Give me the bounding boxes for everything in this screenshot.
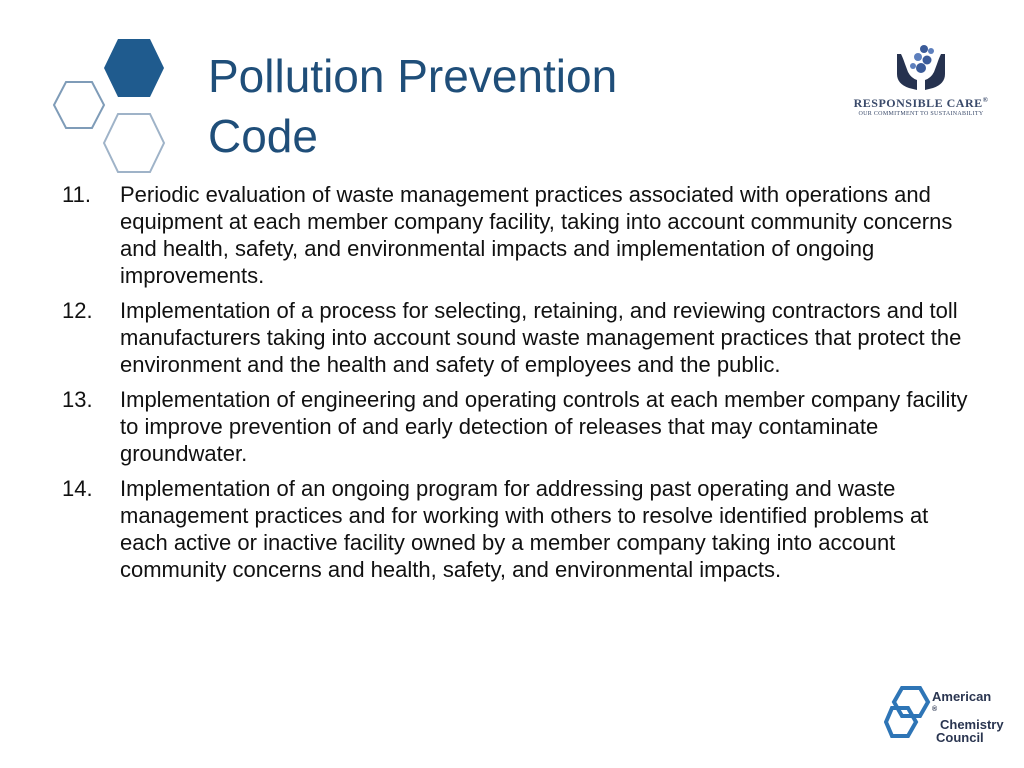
code-items-list [48, 181, 968, 591]
item-text: Implementation of engineering and operating controls at each member company facility to improve prevention of and early detection of releases that may contaminate groundwater. [120, 387, 968, 466]
list-item [48, 475, 968, 583]
item-text: Implementation of a process for selecting, retaining, and reviewing contractors and toll manufacturers taking into account sound waste management practices that protect the environment and the health and safety of employees and the public. [120, 298, 962, 377]
acc-registered: ® [932, 706, 938, 713]
list-item [48, 181, 968, 289]
item-number: 11. [62, 182, 91, 207]
hexagon-decoration-icon [48, 30, 188, 180]
responsible-care-hands-icon [891, 40, 951, 92]
responsible-care-name: RESPONSIBLE CARE [853, 96, 983, 110]
title-line-1: Pollution Prevention [208, 50, 618, 102]
item-number: 14. [62, 476, 93, 501]
acc-line-3: Council [936, 730, 984, 746]
acc-hexagon-icon [884, 684, 936, 742]
item-text: Periodic evaluation of waste management practices associated with operations and equipment at each member company facility, taking into account community concerns and health, safety, and environmental impacts and implementation of ongoing improvements. [120, 182, 953, 288]
item-number: 12. [62, 298, 93, 323]
acc-logo [884, 684, 1004, 744]
item-text: Implementation of an ongoing program for addressing past operating and waste management practices and for working with others to resolve identified problems at each active or inactive facility owned by a member company taking into account community concerns and health, safety, and environmental impacts. [120, 476, 929, 582]
page-title [208, 46, 617, 166]
list-item [48, 386, 968, 467]
responsible-care-tagline: OUR COMMITMENT TO SUSTAINABILITY [858, 111, 984, 117]
responsible-care-registered: ® [982, 96, 989, 104]
responsible-care-logo [846, 40, 996, 150]
item-number: 13. [62, 387, 93, 412]
acc-line-1: American [932, 689, 992, 704]
list-item [48, 297, 968, 378]
acc-line-2: Chemistry [940, 717, 1004, 733]
title-line-2: Code [208, 110, 318, 162]
